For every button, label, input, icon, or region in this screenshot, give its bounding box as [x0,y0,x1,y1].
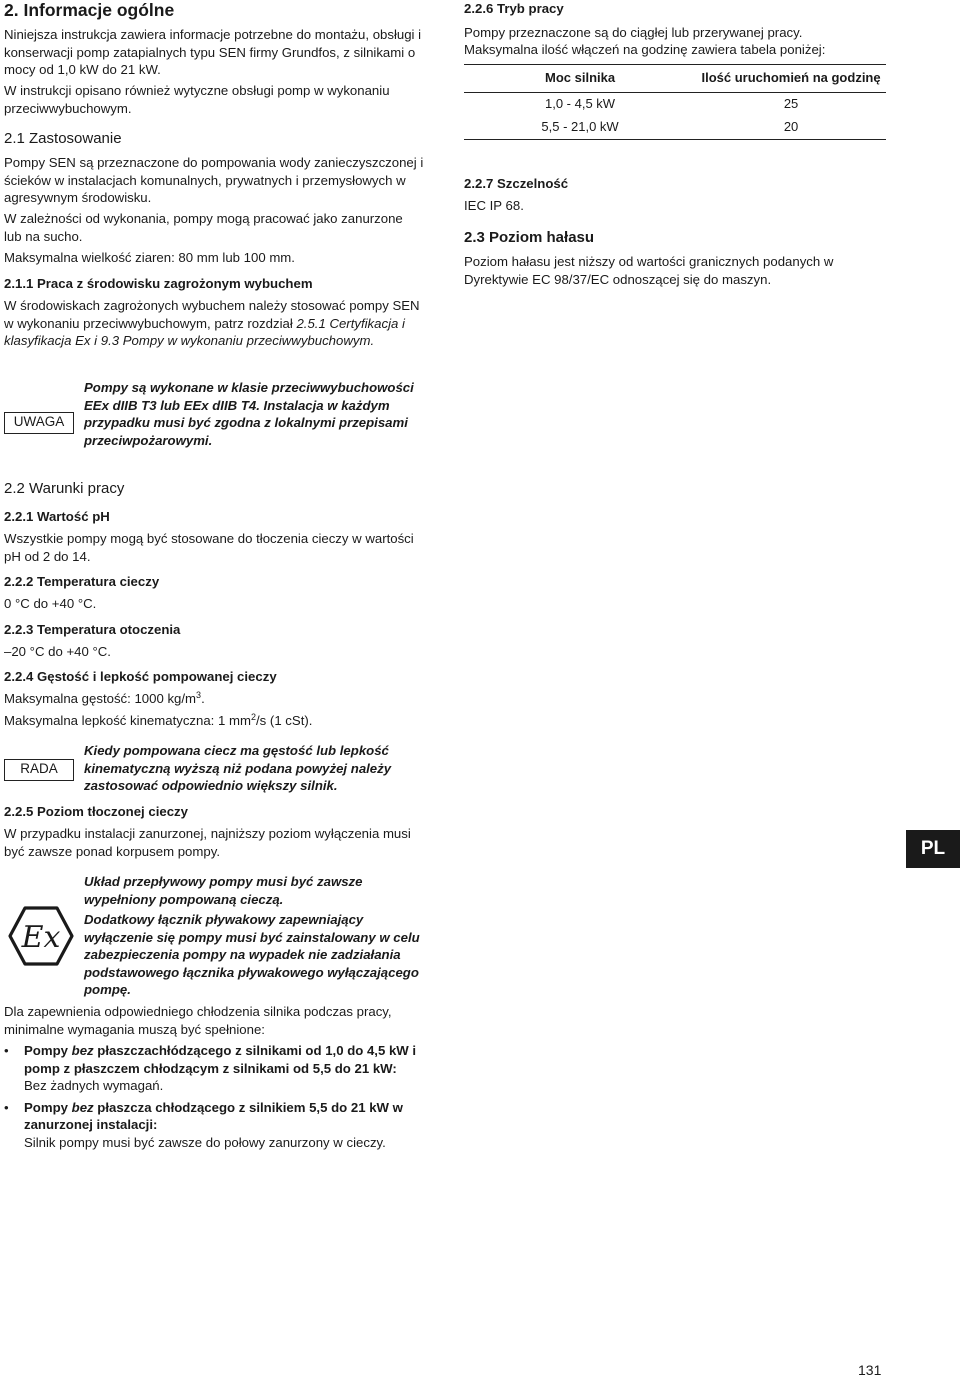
section-2-2-7-title: 2.2.7 Szczelność [464,176,569,191]
bullet-2-emphasis: bez [71,1099,94,1115]
section-2-1-p1: Pompy SEN są przeznaczone do pompowania wody zanieczyszczonej i ścieków w instalacjach komunalnych, prywatnych i przemysłowych w agresywnym środowisku. [4,155,424,206]
table-header-row [464,65,886,93]
viscosity-line [4,712,424,730]
section-2-2-6-title: 2.2.6 Tryb pracy [464,1,564,16]
section-2-intro: Niniejsza instrukcja zawiera informacje potrzebne do montażu, obsługi i konserwacji pomp zatapialnych typu SEN firmy Grundfos, z silnikami o mocy od 1,0 kW do 21 kW. [4,27,422,78]
section-2-2-3-title: 2.2.3 Temperatura otoczenia [4,622,181,637]
cooling-requirements-list [4,1042,424,1156]
ex-warning-text-1: Układ przepływowy pompy musi być zawsze wypełniony pompowaną cieczą. [84,874,363,907]
section-2-2-title: 2.2 Warunki pracy [4,480,125,497]
section-2-intro-2: W instrukcji opisano również wytyczne obsługi pomp w wykonaniu przeciwwybuchowym. [4,83,390,116]
bullet-2-lead: Pompy [24,1099,72,1115]
note-text: Pompy są wykonane w klasie przeciwwybuchowości EEx dIIB T3 lub EEx dIIB T4. Instalacja w każdym przypadku musi być zgodna z lokalnymi przepisami przeciwpożarowymi. [84,380,414,448]
ex-explosion-hexagon-icon [8,906,74,966]
bullet-1-text: płaszczachłódzącego z silnikami od 1,0 do 4,5 kW i pomp z płaszczem chłodzącym z silnikami od 5,5 do 21 kW: [24,1043,417,1076]
section-2-title: 2. Informacje ogólne [4,0,175,20]
viscosity-end: /s (1 cSt). [256,713,313,728]
table-cell: 5,5 - 21,0 kW [464,116,696,140]
bullet-1-sub: Bez żadnych wymagań. [24,1078,164,1094]
section-2-1-p3: Maksymalna wielkość ziaren: 80 mm lub 100 mm. [4,250,295,265]
section-2-1-1-reference: 2.5.1 Certyfikacja i klasyfikacja Ex i 9.3 Pompy w wykonaniu przeciwwybuchowym. [4,315,405,349]
section-2-2-1-text: Wszystkie pompy mogą być stosowane do tłoczenia cieczy w wartości pH od 2 do 14. [4,531,414,564]
viscosity-superscript: 2 [250,712,256,722]
section-2-2-2-title: 2.2.2 Temperatura cieczy [4,574,160,589]
section-2-2-2-text: 0 °C do +40 °C. [4,596,97,611]
section-2-2-7-text: IEC IP 68. [464,198,524,213]
section-2-2-5-text: W przypadku instalacji zanurzonej, najniższy poziom wyłączenia musi być zawsze ponad korpusem pompy. [4,826,411,859]
section-2-2-1-title: 2.2.1 Wartość pH [4,509,110,524]
density-superscript: 3 [196,690,202,700]
table-row [464,116,886,140]
section-2-2-3-text: –20 °C do +40 °C. [4,644,111,659]
advice-badge: RADA [4,759,74,781]
density-line [4,690,424,708]
section-2-2-6-p1: Pompy przeznaczone są do ciągłej lub przerywanej pracy. [464,25,803,40]
section-2-1-1-title: 2.1.1 Praca z środowisku zagrożonym wybuchem [4,276,313,291]
ex-warning-text-2: Dodatkowy łącznik pływakowy zapewniający wyłączenie się pompy musi być zainstalowany w celu zabezpieczenia pompy na wypadek nie zadziałania podstawowego łącznika pływakowego wyłączającego pompę. [84,912,420,998]
list-item [4,1099,424,1152]
language-tab: PL [906,830,960,868]
table-header-motor-power: Moc silnika [464,65,696,93]
bullet-1-lead: Pompy [24,1043,72,1058]
section-2-3-text: Poziom hałasu jest niższy od wartości granicznych podanych w Dyrektywie EC 98/37/EC odnoszącej się do maszyn. [464,254,834,287]
section-2-1-p2: W zależności od wykonania, pompy mogą pracować jako zanurzone lub na sucho. [4,211,403,244]
section-2-1-1-lead: W środowiskach zagrożonych wybuchem należy stosować pompy SEN w wykonaniu przeciwwybuchowym, patrz rozdział [4,298,420,331]
table-header-starts-per-hour: Ilość uruchomień na godzinę [696,65,886,93]
cooling-text: Dla zapewnienia odpowiedniego chłodzenia silnika podczas pracy, minimalne wymagania muszą być spełnione: [4,1004,392,1037]
bullet-marker: • [4,1043,9,1058]
bullet-2-sub: Silnik pompy musi być zawsze do połowy zanurzony w cieczy. [24,1134,386,1150]
density-text: Maksymalna gęstość: 1000 kg/m [4,691,197,706]
table-cell: 25 [783,96,799,111]
note-badge: UWAGA [4,412,74,434]
section-2-1-1-text [4,297,424,350]
section-2-2-6-p2: Maksymalna ilość włączeń na godzinę zawiera tabela poniżej: [464,42,826,57]
viscosity-text: Maksymalna lepkość kinematyczna: 1 mm [4,713,251,728]
table-row [464,93,886,117]
starts-per-hour-table [464,64,886,140]
ex-symbol-text: Ex [21,920,61,955]
list-item [4,1042,424,1095]
density-end: . [201,691,205,706]
bullet-marker: • [4,1099,9,1115]
section-2-1-title: 2.1 Zastosowanie [4,130,122,147]
table-cell: 20 [696,116,886,140]
advice-text: Kiedy pompowana ciecz ma gęstość lub lepkość kinematyczną wyższą niż podana powyżej należy zastosować odpowiednio większy silnik. [84,743,392,794]
section-2-3-title: 2.3 Poziom hałasu [464,229,595,246]
section-2-2-5-title: 2.2.5 Poziom tłoczonej cieczy [4,804,188,819]
bullet-1-emphasis: bez [71,1043,94,1058]
table-cell: 1,0 - 4,5 kW [545,96,616,111]
bullet-2-text: płaszcza chłodzącego z silnikiem 5,5 do 21 kW w zanurzonej instalacji: [24,1099,403,1133]
section-2-2-4-title: 2.2.4 Gęstość i lepkość pompowanej cieczy [4,669,277,684]
page-number: 131 [858,1362,882,1378]
